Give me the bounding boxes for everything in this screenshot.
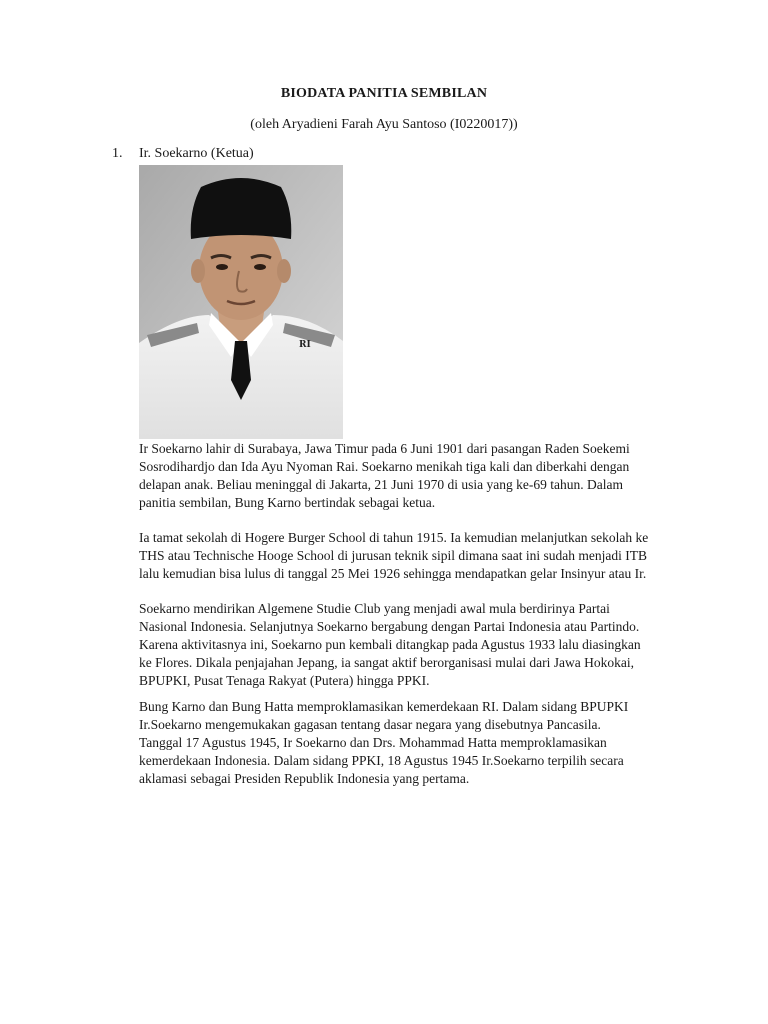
text-line: Ir.Soekarno mengemukakan gagasan tentang dasar negara yang disebutnya Pancasila. [139, 717, 601, 732]
document-title: BIODATA PANITIA SEMBILAN [280, 86, 488, 101]
paragraph-education [139, 529, 659, 583]
text-line: Sosrodihardjo dan Ida Ayu Nyoman Rai. Soekarno menikah tiga kali dan diberkahi dengan [139, 459, 630, 474]
text-line: delapan anak. Beliau meninggal di Jakarta, 21 Juni 1970 di usia yang ke-69 tahun. Dalam [139, 477, 623, 492]
text-line: aklamasi sebagai Presiden Republik Indonesia yang pertama. [139, 771, 470, 786]
text-line: panitia sembilan, Bung Karno bertindak sebagai ketua. [139, 495, 436, 510]
portrait-illustration [139, 165, 343, 439]
text-line: ke Flores. Dikala penjajahan Jepang, ia sangat aktif berorganisasi mulai dari Jawa Hokokai, [139, 655, 634, 670]
document-author: (oleh Aryadieni Farah Ayu Santoso (I0220017)) [250, 117, 518, 132]
text-line: lalu kemudian bisa lulus di tanggal 25 Mei 1926 sehingga mendapatkan gelar Insinyur atau Ir. [139, 566, 647, 581]
portrait-photo [139, 165, 343, 439]
text-line: Soekarno mendirikan Algemene Studie Club yang menjadi awal mula berdirinya Partai [139, 601, 610, 616]
text-line: kemerdekaan Indonesia. Dalam sidang PPKI, 18 Agustus 1945 Ir.Soekarno terpilih secara [139, 753, 624, 768]
paragraph-proclamation [139, 698, 659, 788]
text-line: THS atau Technische Hooge School di jurusan teknik sipil dimana saat ini sudah menjadi ITB [139, 548, 647, 563]
text-line: Bung Karno dan Bung Hatta memproklamasikan kemerdekaan RI. Dalam sidang BPUPKI [139, 699, 629, 714]
text-line: Nasional Indonesia. Selanjutnya Soekarno bergabung dengan Partai Indonesia atau Partindo. [139, 619, 640, 634]
list-item-title: Ir. Soekarno (Ketua) [139, 146, 254, 161]
paragraph-organization [139, 600, 659, 690]
text-line: Ia tamat sekolah di Hogere Burger School di tahun 1915. Ia kemudian melanjutkan sekolah ke [139, 530, 649, 545]
text-line: Ir Soekarno lahir di Surabaya, Jawa Timur pada 6 Juni 1901 dari pasangan Raden Soekemi [139, 441, 630, 456]
text-line: Tanggal 17 Agustus 1945, Ir Soekarno dan Drs. Mohammad Hatta memproklamasikan [139, 735, 607, 750]
text-line: BPUPKI, Pusat Tenaga Rakyat (Putera) hingga PPKI. [139, 673, 430, 688]
collar-badge: RI [299, 340, 311, 350]
text-line: Karena aktivitasnya ini, Soekarno pun kembali ditangkap pada Agustus 1933 lalu diasingkan [139, 637, 641, 652]
list-item-number: 1. [112, 146, 123, 161]
paragraph-birth [139, 440, 659, 512]
